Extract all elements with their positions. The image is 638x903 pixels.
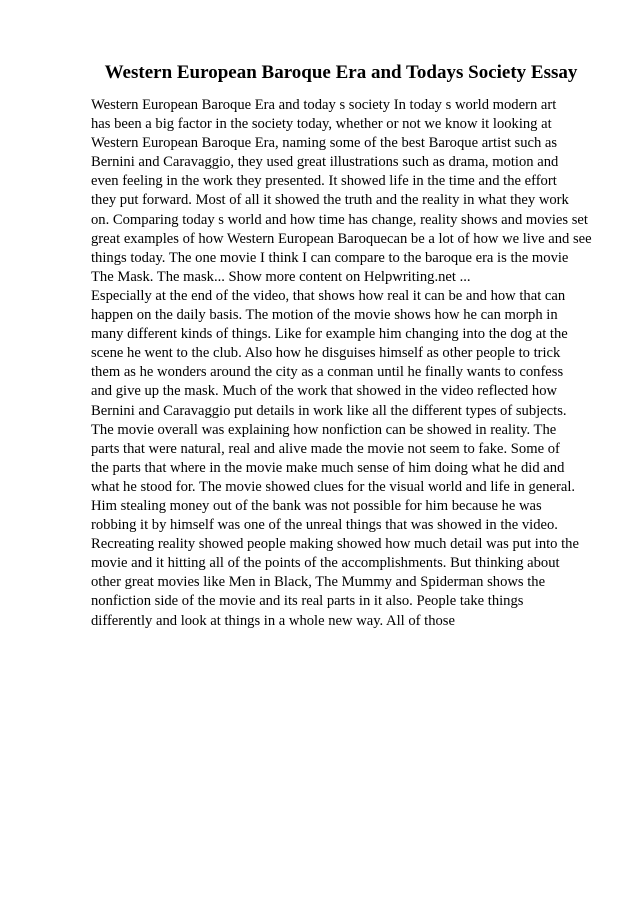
body-line: many different kinds of things. Like for example him changing into the dog at the: [91, 326, 568, 343]
body-line: The Mask. The mask... Show more content on Helpwriting.net ...: [91, 268, 471, 285]
body-line: Recreating reality showed people making showed how much detail was put into the: [91, 536, 579, 553]
body-line: Him stealing money out of the bank was not possible for him because he was: [91, 497, 542, 514]
body-line: parts that were natural, real and alive made the movie not seem to fake. Some of: [91, 440, 560, 457]
body-line: even feeling in the work they presented. It showed life in the time and the effort: [91, 173, 557, 190]
body-line: has been a big factor in the society today, whether or not we know it looking at: [91, 116, 552, 133]
body-line: movie and it hitting all of the points of the accomplishments. But thinking about: [91, 555, 560, 572]
body-line: nonfiction side of the movie and its real parts in it also. People take things: [91, 593, 524, 610]
body-line: they put forward. Most of all it showed the truth and the reality in what they work: [91, 192, 569, 209]
body-line: The movie overall was explaining how nonfiction can be showed in reality. The: [91, 421, 557, 438]
body-line: Western European Baroque Era and today s society In today s world modern art: [91, 97, 557, 113]
body-line: robbing it by himself was one of the unreal things that was showed in the video.: [91, 517, 558, 534]
body-line: things today. The one movie I think I can compare to the baroque era is the movie: [91, 249, 569, 266]
document-title: Western European Baroque Era and Todays Society Essay: [104, 62, 578, 83]
body-line: differently and look at things in a whole new way. All of those: [91, 612, 455, 629]
body-line: Bernini and Caravaggio put details in work like all the different types of subjects.: [91, 402, 567, 419]
body-line: scene he went to the club. Also how he disguises himself as other people to trick: [91, 345, 561, 362]
body-line: them as he wonders around the city as a conman until he finally wants to confess: [91, 364, 564, 381]
body-line: Especially at the end of the video, that shows how real it can be and how that can: [91, 287, 566, 304]
body-line: on. Comparing today s world and how time has change, reality shows and movies set: [91, 211, 588, 228]
document-body: [91, 96, 631, 631]
body-line: other great movies like Men in Black, The Mummy and Spiderman shows the: [91, 574, 546, 591]
body-line: Bernini and Caravaggio, they used great illustrations such as drama, motion and: [91, 154, 559, 171]
body-line: great examples of how Western European Baroquecan be a lot of how we live and see: [91, 230, 592, 247]
body-line: Western European Baroque Era, naming some of the best Baroque artist such as: [91, 135, 558, 152]
body-line: and give up the mask. Much of the work that showed in the video reflected how: [91, 383, 558, 400]
body-line: what he stood for. The movie showed clues for the visual world and life in general.: [91, 478, 576, 495]
body-line: the parts that where in the movie make much sense of him doing what he did and: [91, 459, 565, 476]
body-line: happen on the daily basis. The motion of the movie shows how he can morph in: [91, 307, 558, 324]
